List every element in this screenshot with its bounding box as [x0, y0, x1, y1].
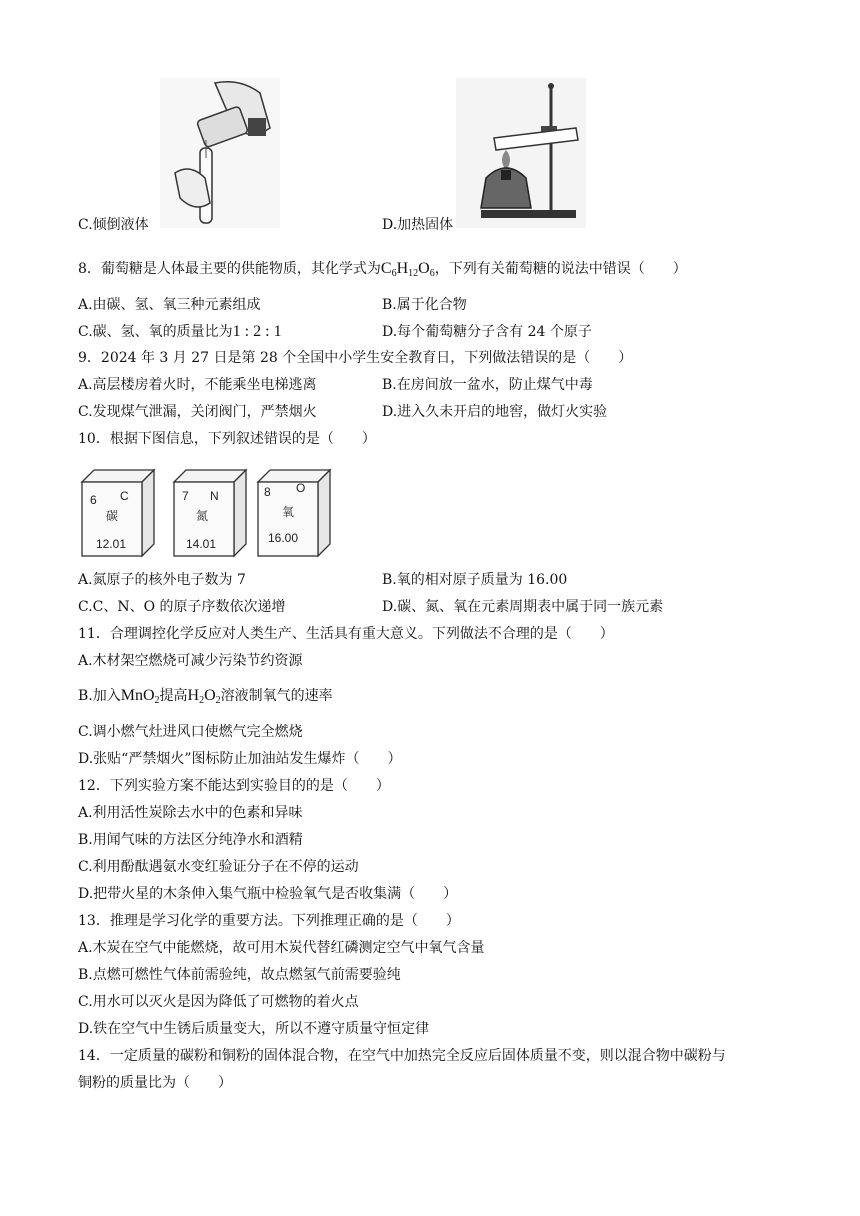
q14-stem-line-1: 14．一定质量的碳粉和铜粉的固体混合物，在空气中加热完全反应后固体质量不变，则以混合物中碳粉与 — [78, 1048, 726, 1064]
element-name: 氮 — [196, 509, 209, 523]
q7-option-c: C.倾倒液体 — [78, 217, 149, 233]
pour-liquid-illustration — [160, 78, 280, 228]
q11-stem: 11．合理调控化学反应对人类生产、生活具有重大意义。下列做法不合理的是（ ） — [78, 626, 614, 642]
q9-option-d: D.进入久未开启的地窖，做灯火实验 — [382, 404, 608, 420]
element-mass: 16.00 — [268, 531, 299, 545]
q8-option-c: C.碳、氢、氧的质量比为1 : 2 : 1 — [78, 323, 282, 340]
q8-stem: 8．葡萄糖是人体最主要的供能物质，其化学式为$C_6H_{12}O_6$，下列有关葡萄糖的说法中错误（ ） — [78, 260, 687, 279]
element-symbol: N — [210, 489, 219, 503]
element-number: 7 — [182, 489, 189, 503]
element-symbol: O — [296, 481, 306, 495]
q7-option-d: D.加热固体 — [382, 217, 454, 233]
q11-option-b: B.加入MnO$_2$提高$H_2O_2$溶液制氧气的速率 — [78, 687, 333, 706]
q8-option-d: D.每个葡萄糖分子含有 24 个原子 — [382, 324, 592, 340]
q9-option-c: C.发现煤气泄漏，关闭阀门，严禁烟火 — [78, 404, 317, 420]
q12-option-d: D.把带火星的木条伸入集气瓶中检验氧气是否收集满（ ） — [78, 886, 458, 902]
q13-option-d: D.铁在空气中生锈后质量变大，所以不遵守质量守恒定律 — [78, 1021, 430, 1037]
element-card-carbon — [78, 468, 158, 558]
q10-option-a: A.氮原子的核外电子数为 7 — [78, 572, 246, 588]
q14-stem-line-2: 铜粉的质量比为（ ） — [78, 1075, 232, 1091]
q10-option-b: B.氧的相对原子质量为 16.00 — [382, 572, 568, 588]
q13-stem: 13．推理是学习化学的重要方法。下列推理正确的是（ ） — [78, 913, 460, 929]
q9-option-b: B.在房间放一盆水，防止煤气中毒 — [382, 377, 593, 393]
q9-option-a: A.高层楼房着火时，不能乘坐电梯逃离 — [78, 377, 317, 393]
element-symbol: C — [120, 489, 129, 503]
q11-option-c: C.调小燃气灶进风口使燃气完全燃烧 — [78, 724, 303, 740]
q10-stem: 10．根据下图信息，下列叙述错误的是（ ） — [78, 431, 376, 447]
q13-option-a: A.木炭在空气中能燃烧，故可用木炭代替红磷测定空气中氧气含量 — [78, 940, 485, 956]
q8-option-a: A.由碳、氢、氧三种元素组成 — [78, 297, 261, 313]
q12-option-c: C.利用酚酞遇氨水变红验证分子在不停的运动 — [78, 859, 359, 875]
element-name: 碳 — [106, 509, 119, 523]
q10-option-d: D.碳、氮、氧在元素周期表中属于同一族元素 — [382, 599, 664, 615]
element-card-oxygen — [254, 468, 334, 558]
element-number: 6 — [90, 493, 97, 507]
q9-stem: 9．2024 年 3 月 27 日是第 28 个全国中小学生安全教育日，下列做法错误的是（ ） — [78, 350, 633, 366]
q10-option-c: C.C、N、O 的原子序数依次递增 — [78, 599, 286, 615]
q13-option-c: C.用水可以灭火是因为降低了可燃物的着火点 — [78, 994, 359, 1010]
element-mass: 12.01 — [96, 537, 127, 551]
q13-option-b: B.点燃可燃性气体前需验纯，故点燃氢气前需要验纯 — [78, 967, 401, 983]
q12-option-a: A.利用活性炭除去水中的色素和异味 — [78, 805, 303, 821]
q12-stem: 12．下列实验方案不能达到实验目的的是（ ） — [78, 778, 390, 794]
element-mass: 14.01 — [186, 537, 217, 551]
q8-option-b: B.属于化合物 — [382, 297, 467, 313]
q12-option-b: B.用闻气味的方法区分纯净水和酒精 — [78, 832, 303, 848]
element-card-nitrogen — [170, 468, 250, 558]
element-name: 氧 — [282, 505, 295, 519]
heat-solid-illustration — [456, 78, 586, 228]
element-number: 8 — [264, 485, 271, 499]
q11-option-d: D.张贴“严禁烟火”图标防止加油站发生爆炸（ ） — [78, 751, 402, 767]
q11-option-a: A.木材架空燃烧可减少污染节约资源 — [78, 653, 303, 669]
